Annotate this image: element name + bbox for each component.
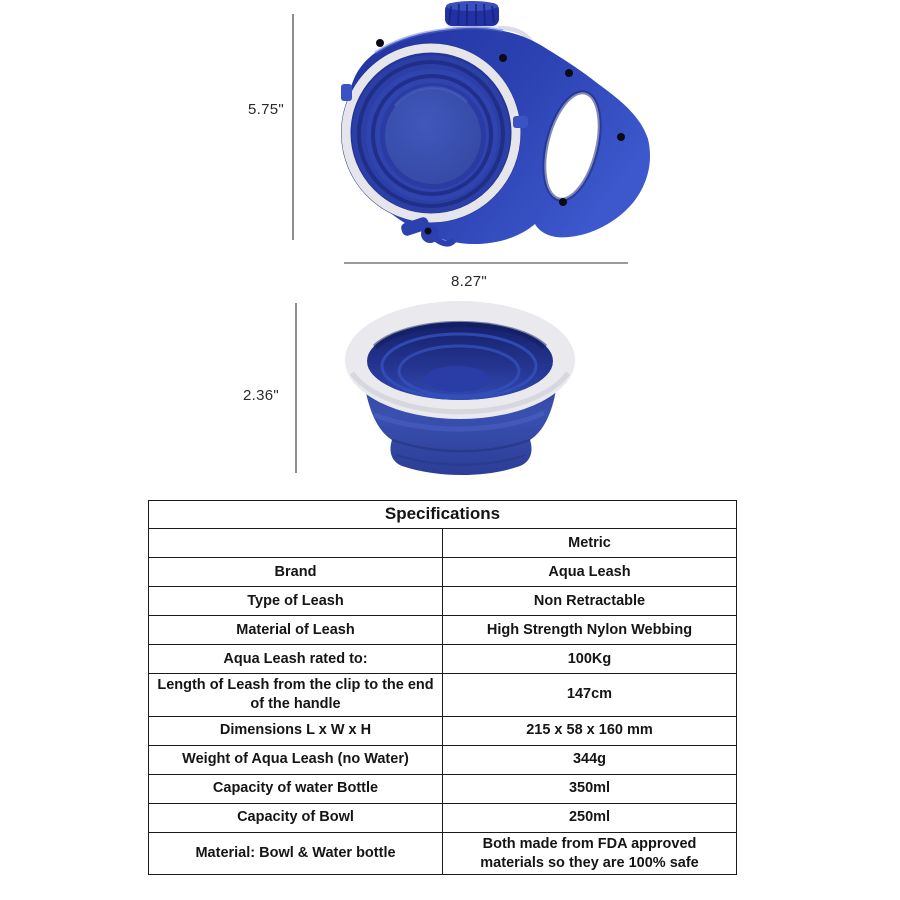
spec-label-cell: Length of Leash from the clip to the end of the handle (149, 674, 443, 717)
stowed-bowl (341, 43, 521, 223)
table-row (149, 832, 737, 875)
spec-label-cell: Type of Leash (149, 587, 443, 616)
bowl-height-label: 2.36" (243, 387, 280, 404)
table-row (149, 803, 737, 832)
spec-value-cell: 147cm (443, 674, 737, 717)
spec-value-cell: 344g (443, 745, 737, 774)
table-row (149, 645, 737, 674)
spec-value-cell: Non Retractable (443, 587, 737, 616)
leash-height-label: 5.75" (248, 101, 285, 118)
table-title-row (149, 501, 737, 529)
leash-product-image (335, 0, 655, 252)
table-row (149, 558, 737, 587)
unit-header-row (149, 529, 737, 558)
table-row (149, 745, 737, 774)
ring-nub-right (513, 116, 528, 128)
bowl-interior (367, 322, 553, 400)
ring-nub-left (341, 84, 352, 101)
table-row (149, 774, 737, 803)
spec-value-cell: Both made from FDA approved materials so they are 100% safe (443, 832, 737, 875)
spec-value-cell: High Strength Nylon Webbing (443, 616, 737, 645)
unit-header-cell: Metric (443, 529, 737, 558)
table-row (149, 716, 737, 745)
spec-label-cell: Material of Leash (149, 616, 443, 645)
spec-value-cell: 215 x 58 x 160 mm (443, 716, 737, 745)
table-title: Specifications (149, 501, 737, 529)
spec-value-cell: 250ml (443, 803, 737, 832)
bowl-product-image (340, 295, 580, 490)
spec-label-cell: Capacity of Bowl (149, 803, 443, 832)
leash-width-label: 8.27" (451, 273, 488, 290)
spec-label-cell: Material: Bowl & Water bottle (149, 832, 443, 875)
spec-label-cell: Brand (149, 558, 443, 587)
spec-label-cell: Dimensions L x W x H (149, 716, 443, 745)
table-row (149, 587, 737, 616)
spec-label-cell: Aqua Leash rated to: (149, 645, 443, 674)
bowl-height-dim-line (295, 303, 297, 473)
leash-width-dim-line (344, 262, 628, 264)
table-row (149, 674, 737, 717)
leash-height-dim-line (292, 14, 294, 240)
spec-value-cell: 350ml (443, 774, 737, 803)
empty-cell (149, 529, 443, 558)
spec-label-cell: Capacity of water Bottle (149, 774, 443, 803)
spec-value-cell: 100Kg (443, 645, 737, 674)
spec-label-cell: Weight of Aqua Leash (no Water) (149, 745, 443, 774)
spec-value-cell: Aqua Leash (443, 558, 737, 587)
specifications-table (148, 500, 737, 875)
table-row (149, 616, 737, 645)
